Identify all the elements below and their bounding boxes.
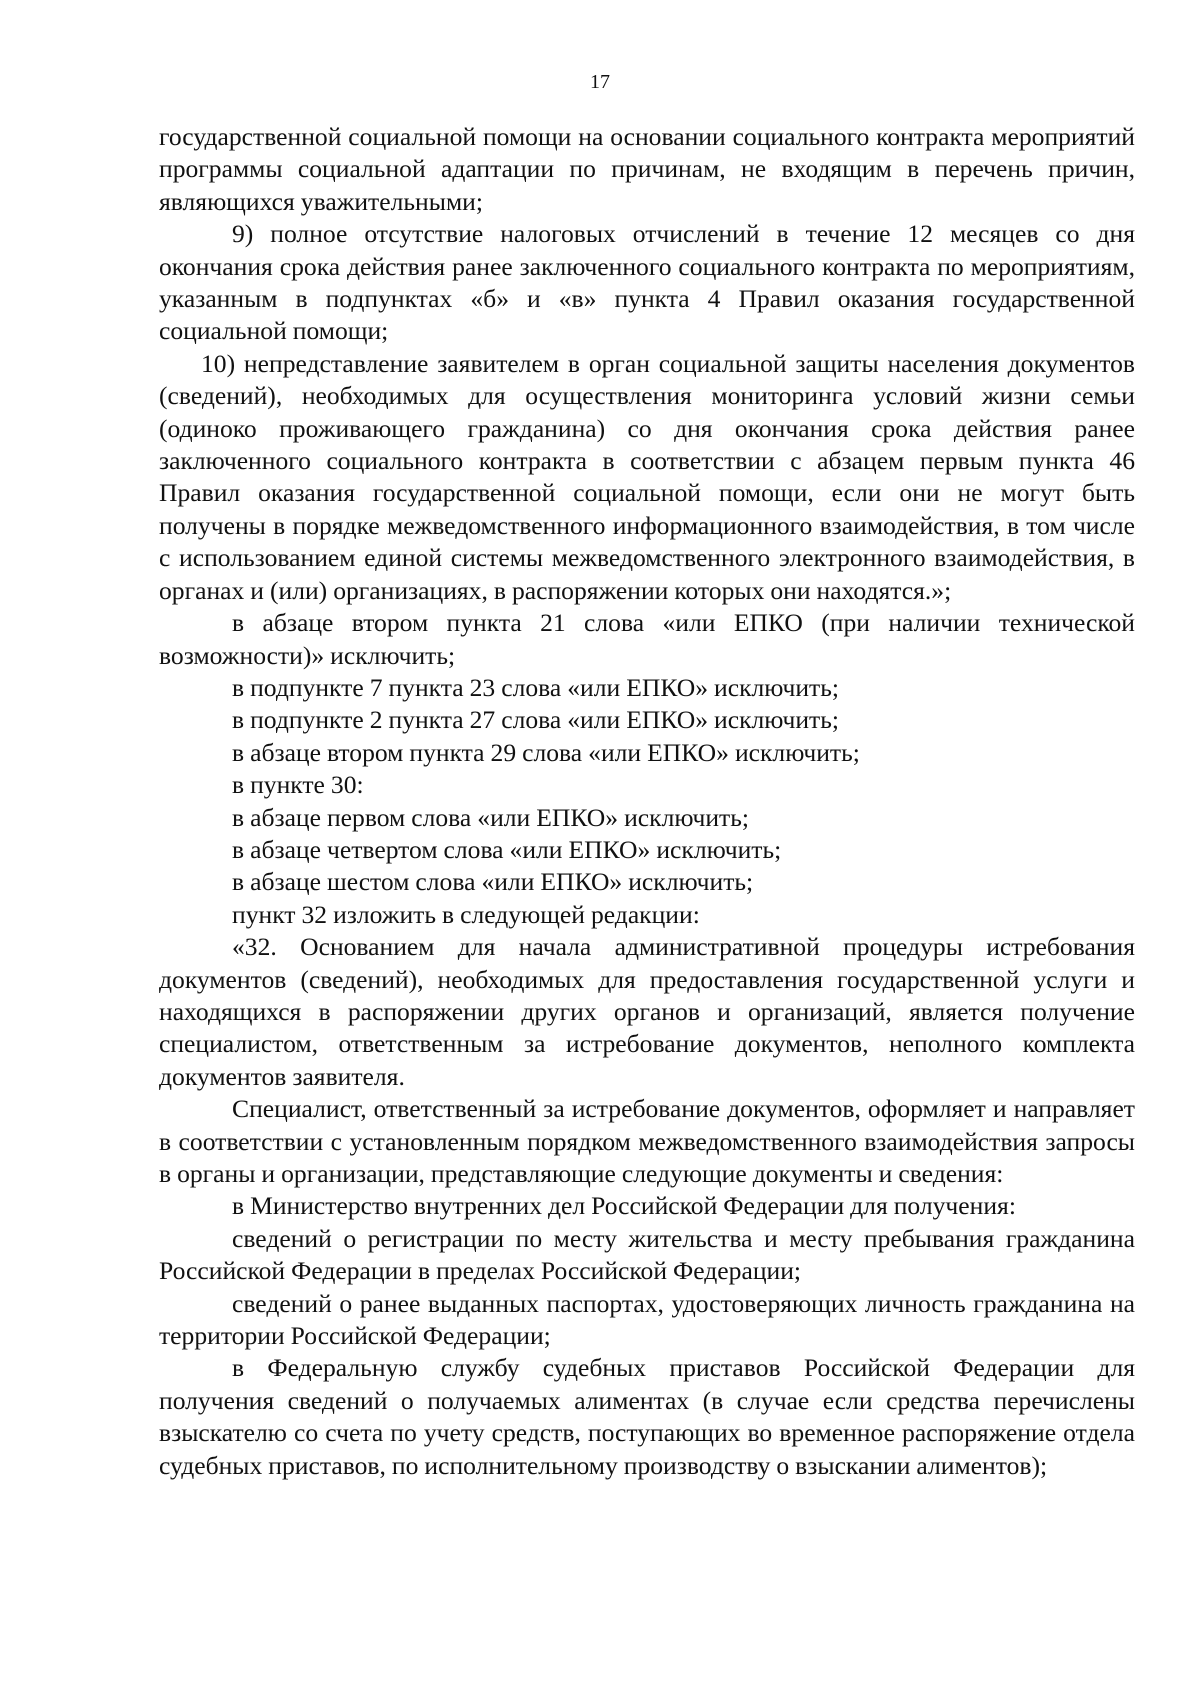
paragraph-p32-text: «32. Основанием для начала административной процедуры истребования документов (сведений), необходимых для предоставления государственной услуги и находящихся в распоряжении других органов и организаций, является получение специалистом, ответственным за истребование документов, неполного комплекта документов заявителя. <box>159 932 1135 1091</box>
paragraph-amendment-p29: в абзаце втором пункта 29 слова «или ЕПКО» исключить; <box>232 737 860 767</box>
paragraph-mvd: в Министерство внутренних дел Российской Федерации для получения: <box>232 1191 1016 1221</box>
paragraph-item-10: 10) непредставление заявителем в орган социальной защиты населения документов (сведений), необходимых для осуществления мониторинга условий жизни семьи (одиноко проживающего гражданина) со дня окончания срока действия ранее заключенного социального контракта в соответствии с абзацем первым пункта 46 Правил оказания государственной социальной помощи, если они не могут быть получены в порядке межведомственного информационного взаимодействия, в том числе с использованием единой системы межведомственного электронного взаимодействия, в органах и (или) организациях, в распоряжении которых они находятся.»; <box>159 348 1135 605</box>
paragraph-amendment-p23: в подпункте 7 пункта 23 слова «или ЕПКО» исключить; <box>232 672 839 702</box>
paragraph-registration-info: сведений о регистрации по месту жительства и месту пребывания гражданина Российской Федерации в пределах Российской Федерации; <box>159 1223 1135 1286</box>
paragraph-specialist: Специалист, ответственный за истребование документов, оформляет и направляет в соответствии с установленным порядком межведомственного взаимодействия запросы в органы и организации, представляющие следующие документы и сведения: <box>159 1094 1135 1188</box>
paragraph-amendment-p27: в подпункте 2 пункта 27 слова «или ЕПКО» исключить; <box>232 705 839 735</box>
paragraph-amendment-p30-sixth: в абзаце шестом слова «или ЕПКО» исключить; <box>232 867 754 897</box>
paragraph-amendment-p32: пункт 32 изложить в следующей редакции: <box>232 899 700 929</box>
paragraph-fssp: в Федеральную службу судебных приставов Российской Федерации для получения сведений о получаемых алиментах (в случае если средства перечислены взыскателю со счета по учету средств, поступающих во временное распоряжение отдела судебных приставов, по исполнительному производству о взыскании алиментов); <box>159 1353 1135 1480</box>
paragraph-amendment-p21: в абзаце втором пункта 21 слова «или ЕПКО (при наличии технической возможности)» исключить; <box>159 608 1135 670</box>
document-body <box>159 121 1135 1482</box>
paragraph-amendment-p30-fourth: в абзаце четвертом слова «или ЕПКО» исключить; <box>232 834 782 864</box>
page-number: 17 <box>590 71 610 93</box>
paragraph-item-9: 9) полное отсутствие налоговых отчислений в течение 12 месяцев со дня окончания срока действия ранее заключенного социального контракта по мероприятиям, указанным в подпунктах «б» и «в» пункта 4 Правил оказания государственной социальной помощи; <box>159 219 1135 346</box>
paragraph-amendment-p30: в пункте 30: <box>232 770 364 800</box>
paragraph-passport-info: сведений о ранее выданных паспортах, удостоверяющих личность гражданина на территории Российской Федерации; <box>159 1288 1135 1351</box>
paragraph-amendment-p30-first: в абзаце первом слова «или ЕПКО» исключить; <box>232 802 750 832</box>
paragraph-continuation: государственной социальной помощи на основании социального контракта мероприятий программы социальной адаптации по причинам, не входящим в перечень причин, являющихся уважительными; <box>159 122 1135 216</box>
